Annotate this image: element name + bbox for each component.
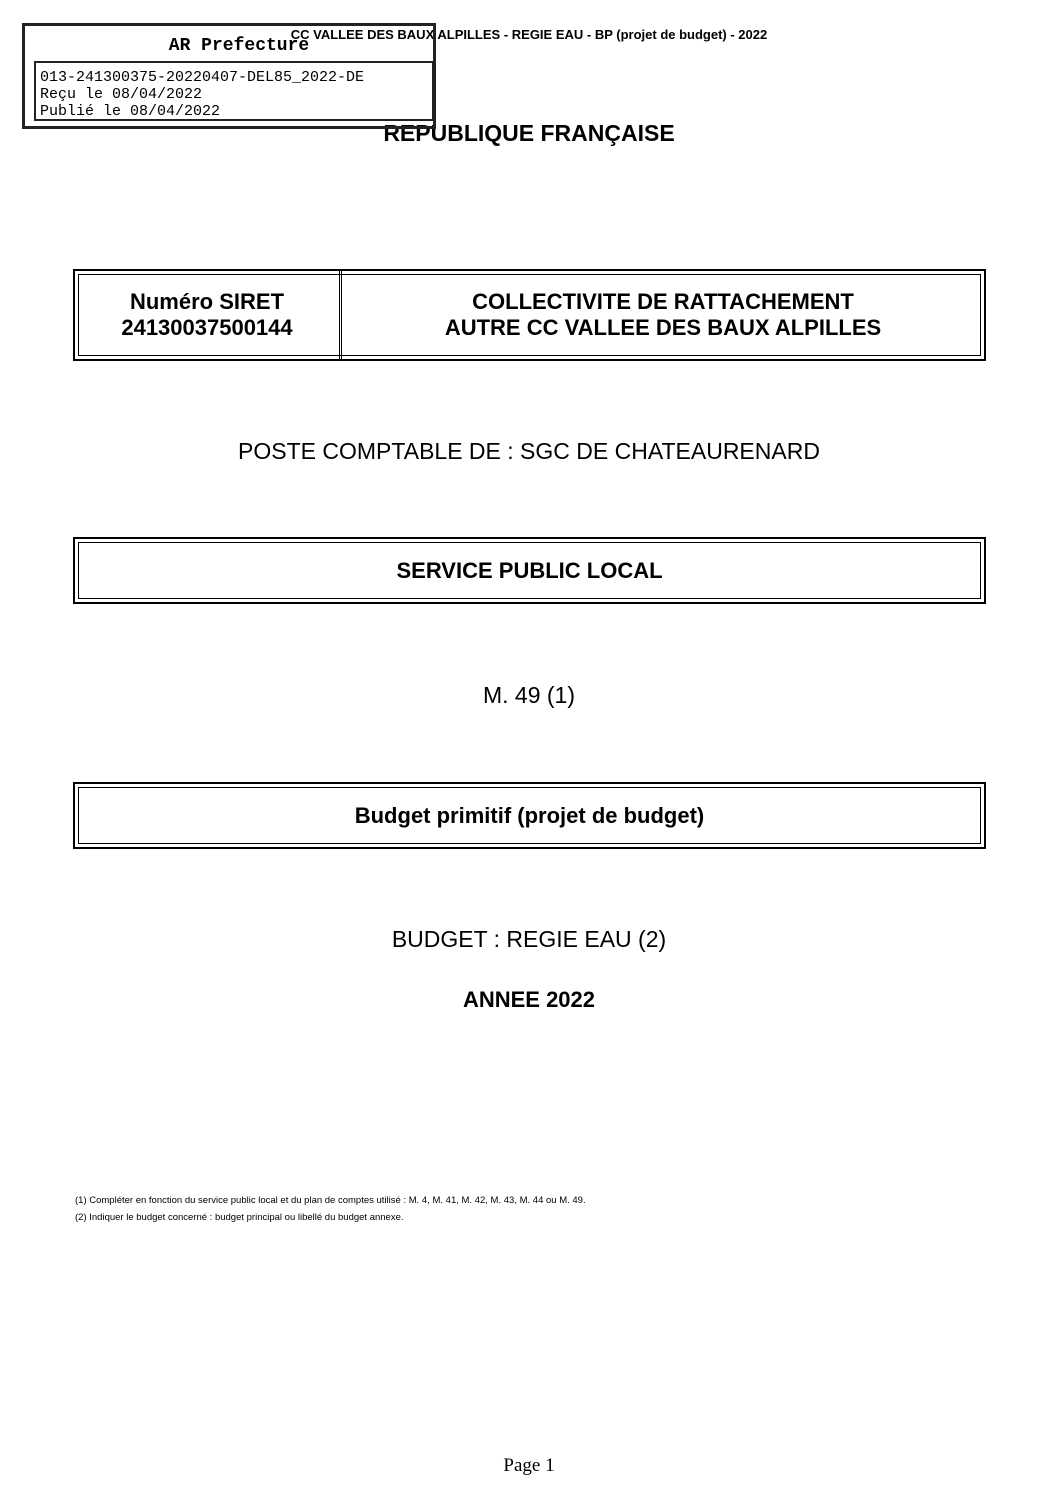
footnote-2: (2) Indiquer le budget concerné : budget principal ou libellé du budget annexe. <box>75 1212 404 1223</box>
service-label: SERVICE PUBLIC LOCAL <box>396 557 663 583</box>
prefecture-stamp <box>22 23 436 129</box>
stamp-title: AR Prefecture <box>168 36 310 56</box>
stamp-details <box>34 61 434 121</box>
siret-label: Numéro SIRET <box>129 289 285 314</box>
collectivite-cell <box>342 271 984 359</box>
nomenclature: M. 49 (1) <box>482 682 576 708</box>
footnote-1: (1) Compléter en fonction du service public local et du plan de comptes utilisé : M. 4, M. 41, M. 42, M. 43, M. 44 ou M. 49. <box>75 1195 586 1206</box>
collectivite-name: AUTRE CC VALLEE DES BAUX ALPILLES <box>444 315 882 340</box>
siret-number: 24130037500144 <box>121 315 293 340</box>
stamp-received-date: Reçu le 08/04/2022 <box>40 86 203 103</box>
collectivite-label: COLLECTIVITE DE RATTACHEMENT <box>472 289 854 314</box>
siret-cell <box>75 271 342 359</box>
stamp-reference: 013-241300375-20220407-DEL85_2022-DE <box>40 69 365 86</box>
footnotes <box>75 1192 975 1226</box>
page-number: Page 1 <box>503 1455 555 1476</box>
poste-comptable: POSTE COMPTABLE DE : SGC DE CHATEAURENARD <box>238 438 820 464</box>
service-box <box>73 537 986 604</box>
budget-year: ANNEE 2022 <box>462 987 596 1012</box>
siret-table <box>73 269 986 361</box>
budget-name: BUDGET : REGIE EAU (2) <box>391 926 667 952</box>
stamp-published-date: Publié le 08/04/2022 <box>40 103 221 120</box>
budget-type-label: Budget primitif (projet de budget) <box>354 802 705 828</box>
republic-heading: REPUBLIQUE FRANÇAISE <box>383 120 675 146</box>
budget-type-box <box>73 782 986 849</box>
running-header-text: CC VALLEE DES BAUX ALPILLES - REGIE EAU - BP (projet de budget) - 2022 <box>290 27 768 42</box>
